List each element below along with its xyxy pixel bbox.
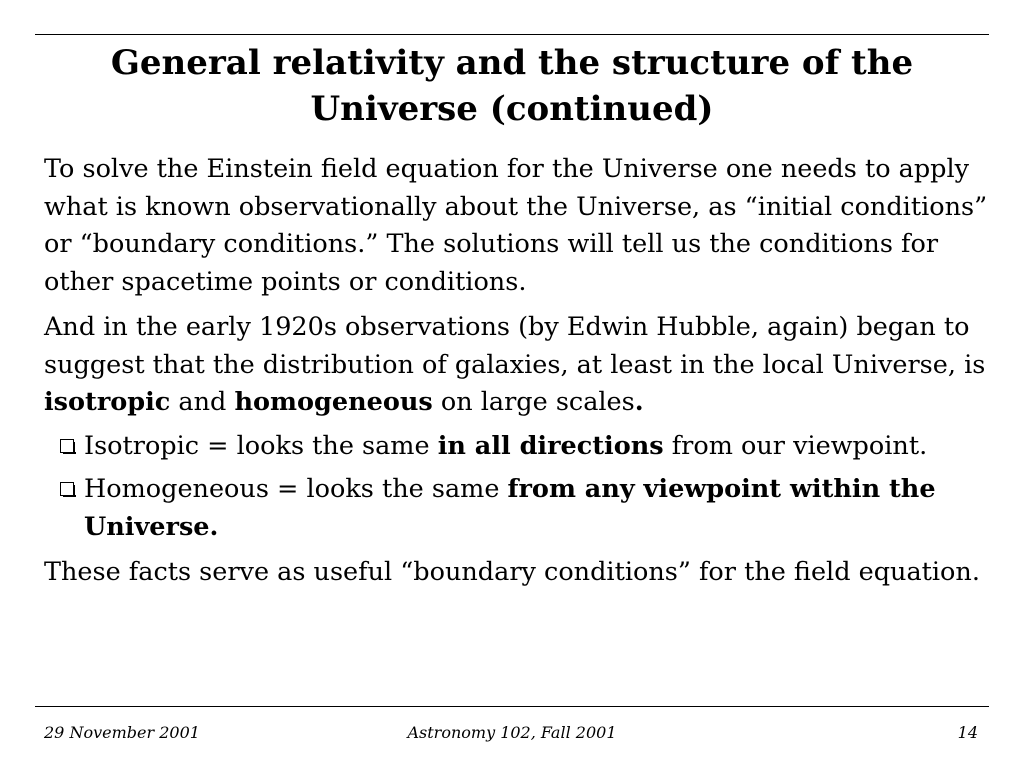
slide-body [44,151,989,592]
bullet-isotropic-bold: in all directions [437,430,664,461]
paragraph-hubble-text-2: and [170,387,235,417]
paragraph-intro: To solve the Einstein field equation for the Universe one needs to apply what is known observationally about the Universe, as “initial conditions” or “boundary conditions.” The solutions will tell us the conditions for other spacetime points or conditions. [44,154,988,297]
checkbox-square-icon [60,482,74,496]
bullet-homogeneous-bold: from any viewpoint within the Universe. [84,474,936,542]
paragraph-conclusion: These facts serve as useful “boundary conditions” for the field equation. [44,557,980,587]
bullet-isotropic-prefix: Isotropic = looks the same [84,430,438,461]
paragraph-hubble-text-3: on large scales [432,387,635,417]
footer-course: Astronomy 102, Fall 2001 [407,723,617,742]
footer-date: 29 November 2001 [44,723,200,742]
slide-title: General relativity and the structure of the Universe (continued) [110,43,914,129]
bullet-homogeneous-text [84,471,989,546]
bullet-homogeneous [58,471,989,546]
bullet-isotropic-suffix: from our viewpoint. [663,430,928,461]
bottom-rule [35,706,989,707]
bullet-isotropic-text [84,428,989,466]
paragraph-hubble-text-1: And in the early 1920s observations (by Edwin Hubble, again) began to suggest that the distribution of galaxies, at least in the local Universe, is [44,312,986,380]
checkbox-square-icon [60,439,74,453]
top-rule [35,34,989,35]
footer-page-number: 14 [957,723,978,742]
bullet-isotropic [58,428,989,466]
term-homogeneous: homogeneous [234,387,433,417]
bullet-homogeneous-prefix: Homogeneous = looks the same [84,474,508,504]
paragraph-hubble-period: . [634,387,644,417]
paragraph-hubble [44,309,989,422]
term-isotropic: isotropic [44,387,171,417]
